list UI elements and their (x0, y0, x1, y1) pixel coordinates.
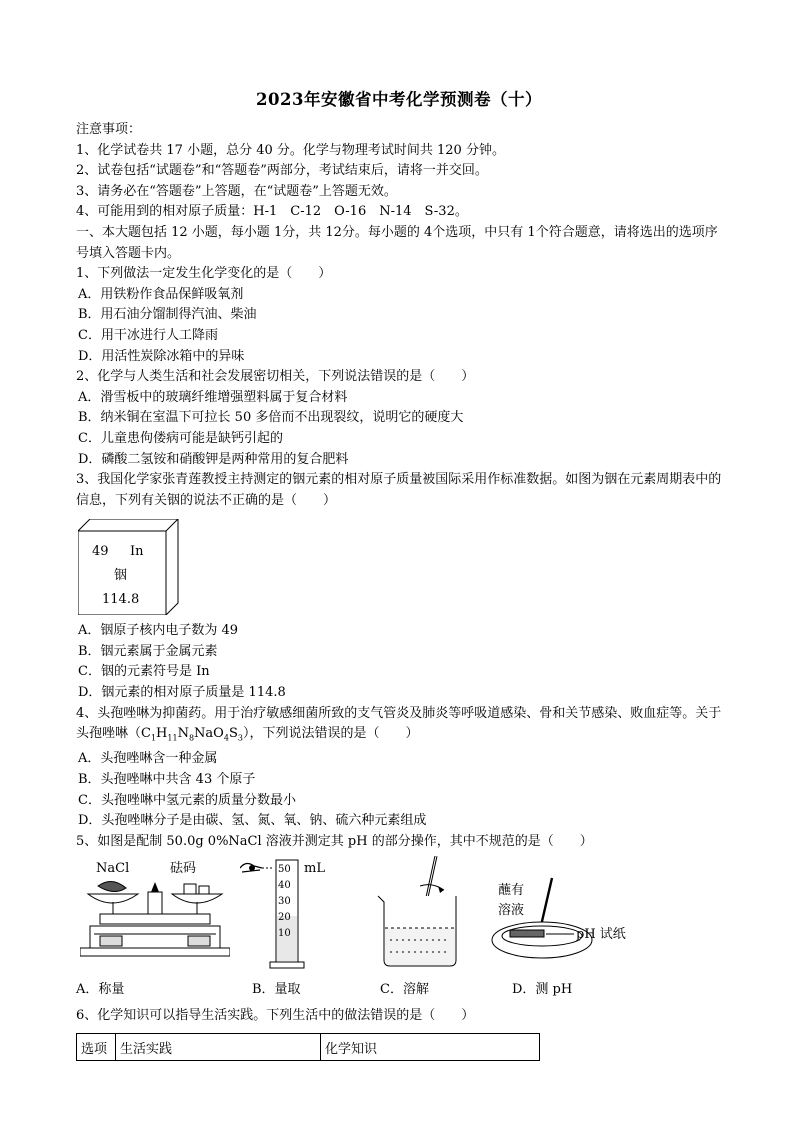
question-5-figures (76, 856, 722, 1006)
caption-c: C．溶解 (380, 982, 429, 998)
question-2-option-b: B．纳米铜在室温下可拉长 50 多倍而不出现裂纹，说明它的硬度大 (78, 410, 464, 426)
exam-page (76, 80, 722, 1061)
element-tile-indium (78, 519, 188, 615)
tick-50: 50 (278, 864, 291, 876)
question-4-option-b: B．头孢唑啉中共含 43 个原子 (78, 772, 256, 788)
section-instructions: 一、本大题包括 12 小题，每小题 1分，共 12分。每小题的 4个选项，中只有 1个符合题意，请将选出的选项序号填入答题卡内。 (76, 224, 718, 261)
caption-a: A．称量 (76, 982, 125, 998)
ph-paper-label: pH 试纸 (576, 927, 626, 943)
dip-label-1: 蘸有 (498, 883, 525, 899)
notes-heading: 注意事项： (76, 122, 142, 137)
question-2-stem: 2、化学与人类生活和社会发展密切相关，下列说法错误的是（ ） (76, 369, 475, 385)
question-2-option-a: A．滑雪板中的玻璃纤维增强塑料属于复合材料 (78, 389, 348, 405)
note-item: 4、可能用到的相对原子质量：H-1 C-12 O-16 N-14 S-32。 (76, 204, 468, 220)
table-header-practice: 生活实践 (116, 1034, 321, 1061)
question-3-option-a: A．铟原子核内电子数为 49 (78, 623, 239, 639)
question-1-option-b: B．用石油分馏制得汽油、柴油 (78, 307, 257, 323)
table-header-option: 选项 (77, 1034, 116, 1061)
question-6-table (76, 1033, 540, 1061)
note-item: 1、化学试卷共 17 小题，总分 40 分。化学与物理考试时间共 120 分钟。 (76, 142, 505, 158)
ml-label: mL (304, 861, 325, 877)
tile-mass: 114.8 (102, 592, 140, 608)
tick-10: 10 (278, 928, 291, 940)
dip-label-2: 溶液 (498, 903, 525, 919)
nacl-label: NaCl (96, 861, 130, 877)
question-3-option-b: B．铟元素属于金属元素 (78, 643, 218, 659)
caption-d: D．测 pH (512, 982, 573, 998)
beaker-figure (374, 856, 474, 976)
balance-figure (80, 856, 230, 976)
note-item: 2、试卷包括“试题卷”和“答题卷”两部分，考试结束后，请将一并交回。 (76, 163, 488, 179)
question-3-stem: 3、我国化学家张青莲教授主持测定的铟元素的相对原子质量被国际采用作标准数据。如图为铟在元素周期表中的信息，下列有关铟的说法不正确的是（ ） (76, 472, 722, 508)
weights-label: 砝码 (170, 861, 197, 877)
question-4-option-c: C．头孢唑啉中氢元素的质量分数最小 (78, 792, 296, 808)
question-1-option-a: A．用铁粉作食品保鲜吸氧剂 (78, 286, 244, 302)
tile-atomic-number: 49 (92, 544, 109, 560)
tile-symbol: In (130, 544, 144, 560)
question-2-option-c: C．儿童患佝偻病可能是缺钙引起的 (78, 430, 283, 446)
question-1-option-d: D．用活性炭除冰箱中的异味 (78, 348, 245, 364)
question-4-option-a: A．头孢唑啉含一种金属 (78, 751, 218, 767)
question-1-option-c: C．用干冰进行人工降雨 (78, 327, 218, 343)
question-1-stem: 1、下列做法一定发生化学变化的是（ ） (76, 266, 332, 282)
question-3-option-d: D．铟元素的相对原子质量是 114.8 (78, 685, 286, 701)
table-header-row (77, 1034, 540, 1061)
tick-30: 30 (278, 896, 291, 908)
question-6-stem: 6、化学知识可以指导生活实践。下列生活中的做法错误的是（ ） (76, 1008, 475, 1024)
question-5-stem: 5、如图是配制 50.0g 0%NaCl 溶液并测定其 pH 的部分操作，其中不规范的是（ ） (76, 833, 593, 849)
question-4-stem: 4、头孢唑啉为抑菌药。用于治疗敏感细菌所致的支气管炎及肺炎等呼吸道感染、骨和关节感染、败血症等。关于头孢唑啉$(C_1H_{11}N_8NaO_4S_3)$，下列说法错误的是（ ） (76, 705, 722, 743)
graduated-cylinder-figure (240, 856, 360, 976)
question-3-option-c: C．铟的元素符号是 In (78, 664, 210, 680)
table-header-knowledge: 化学知识 (321, 1034, 540, 1061)
question-4-option-d: D．头孢唑啉分子是由碳、氢、氮、氧、钠、硫六种元素组成 (78, 813, 427, 829)
tile-name: 铟 (114, 568, 128, 584)
page-title: 2023年安徽省中考化学预测卷（十） (256, 90, 542, 109)
ph-test-figure (490, 856, 640, 976)
tick-40: 40 (278, 880, 291, 892)
question-2-option-d: D．磷酸二氢铵和硝酸钾是两种常用的复合肥料 (78, 451, 349, 467)
note-item: 3、请务必在“答题卷”上答题，在“试题卷”上答题无效。 (76, 183, 397, 199)
tick-20: 20 (278, 912, 291, 924)
element-tile-figure (76, 511, 722, 621)
caption-b: B．量取 (252, 982, 301, 998)
